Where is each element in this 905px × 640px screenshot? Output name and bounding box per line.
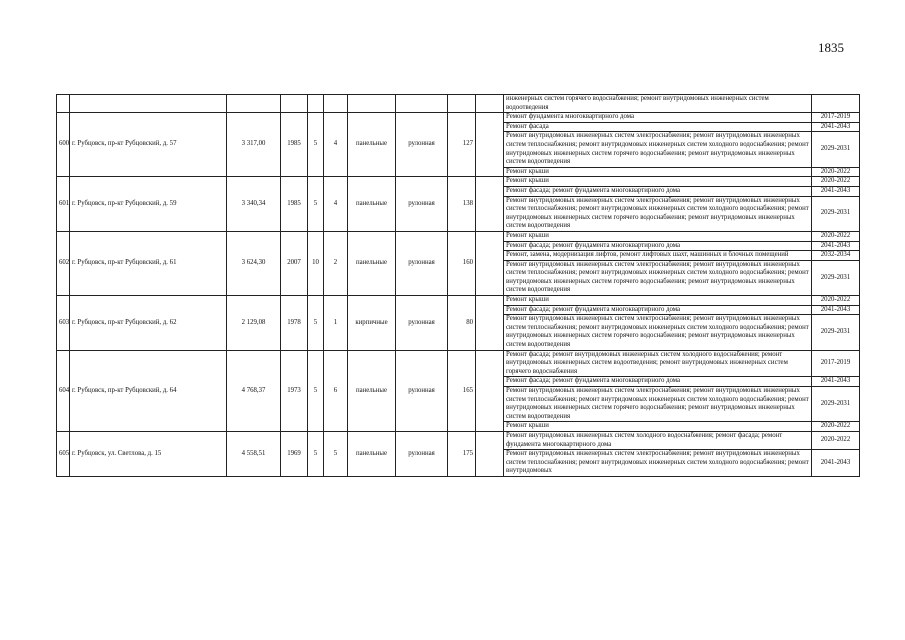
row-number bbox=[57, 95, 70, 113]
row-number: 600 bbox=[57, 113, 70, 177]
row-number: 603 bbox=[57, 296, 70, 351]
work-period: 2029-2031 bbox=[812, 260, 860, 295]
roof-cell: рулонная bbox=[396, 177, 448, 232]
entrances-cell: 5 bbox=[324, 431, 348, 476]
work-period: 2020-2022 bbox=[812, 431, 860, 449]
blank-cell bbox=[476, 431, 504, 476]
blank-cell bbox=[476, 95, 504, 113]
work-description: Ремонт, замена, модернизация лифтов, ремонт лифтовых шахт, машинных и блочных помещений bbox=[504, 251, 812, 261]
floors-cell: 5 bbox=[308, 350, 324, 431]
work-period: 2041-2043 bbox=[812, 377, 860, 387]
year-cell: 1985 bbox=[281, 113, 308, 177]
work-description: Ремонт внутридомовых инженерных систем электроснабжения; ремонт внутридомовых инженерных систем теплоснабжения; ремонт внутридомовых инженерных систем холодного водоснабжения; ремонт внутридомовых инженерных систем горячего водоснабжения; ремонт внутридомовых инженерных систем водоотведения bbox=[504, 196, 812, 231]
work-period: 2020-2022 bbox=[812, 167, 860, 177]
table-row bbox=[57, 177, 860, 187]
roof-cell: рулонная bbox=[396, 231, 448, 295]
entrances-cell: 2 bbox=[324, 231, 348, 295]
work-period: 2029-2031 bbox=[812, 132, 860, 167]
table-row bbox=[57, 350, 860, 377]
work-description: Ремонт внутридомовых инженерных систем электроснабжения; ремонт внутридомовых инженерных систем теплоснабжения; ремонт внутридомовых инженерных систем холодного водоснабжения; ремонт внутридомовых инженерных систем горячего водоснабжения; ремонт внутридомовых инженерных систем водоотведения bbox=[504, 132, 812, 167]
walls-cell: панельные bbox=[348, 431, 396, 476]
walls-cell: панельные bbox=[348, 113, 396, 177]
work-description: Ремонт крыши bbox=[504, 177, 812, 187]
blank-cell bbox=[476, 350, 504, 431]
work-description: Ремонт крыши bbox=[504, 422, 812, 432]
address-cell bbox=[70, 95, 227, 113]
entrances-cell: 4 bbox=[324, 177, 348, 232]
entrances-cell bbox=[324, 95, 348, 113]
address-cell: г. Рубцовск, пр-кт Рубцовский, д. 61 bbox=[70, 231, 227, 295]
address-cell: г. Рубцовск, ул. Светлова, д. 15 bbox=[70, 431, 227, 476]
work-description: Ремонт крыши bbox=[504, 296, 812, 306]
residents-cell: 138 bbox=[448, 177, 476, 232]
work-description: Ремонт внутридомовых инженерных систем электроснабжения; ремонт внутридомовых инженерных систем теплоснабжения; ремонт внутридомовых инженерных систем холодного водоснабжения; ремонт внутридомовых инженерных систем горячего водоснабжения; ремонт внутридомовых инженерных систем водоотведения bbox=[504, 315, 812, 350]
address-cell: г. Рубцовск, пр-кт Рубцовский, д. 57 bbox=[70, 113, 227, 177]
work-period: 2041-2043 bbox=[812, 122, 860, 132]
work-description: Ремонт фасада bbox=[504, 122, 812, 132]
table-row bbox=[57, 296, 860, 306]
walls-cell: кирпичные bbox=[348, 296, 396, 351]
work-period: 2020-2022 bbox=[812, 422, 860, 432]
area-cell: 3 317,00 bbox=[227, 113, 281, 177]
area-cell: 3 624,30 bbox=[227, 231, 281, 295]
blank-cell bbox=[476, 113, 504, 177]
work-period: 2029-2031 bbox=[812, 196, 860, 231]
work-description: Ремонт фасада; ремонт фундамента многоквартирного дома bbox=[504, 241, 812, 251]
work-description: инженерных систем горячего водоснабжения; ремонт внутридомовых инженерных систем водоотведения bbox=[504, 95, 812, 113]
work-period: 2041-2043 bbox=[812, 305, 860, 315]
roof-cell: рулонная bbox=[396, 296, 448, 351]
floors-cell: 5 bbox=[308, 177, 324, 232]
work-period: 2017-2019 bbox=[812, 113, 860, 123]
area-cell bbox=[227, 95, 281, 113]
floors-cell: 10 bbox=[308, 231, 324, 295]
work-description: Ремонт фасада; ремонт внутридомовых инженерных систем холодного водоснабжения; ремонт внутридомовых инженерных систем водоотведения; ремонт внутридомовых инженерных систем горячего водоснабжения bbox=[504, 350, 812, 377]
area-cell: 2 129,08 bbox=[227, 296, 281, 351]
work-description: Ремонт крыши bbox=[504, 167, 812, 177]
roof-cell: рулонная bbox=[396, 350, 448, 431]
table-row bbox=[57, 231, 860, 241]
page-number: 1835 bbox=[818, 40, 844, 55]
work-description: Ремонт крыши bbox=[504, 231, 812, 241]
residents-cell bbox=[448, 95, 476, 113]
floors-cell bbox=[308, 95, 324, 113]
work-description: Ремонт внутридомовых инженерных систем холодного водоснабжения; ремонт фасада; ремонт фундамента многоквартирного дома bbox=[504, 431, 812, 449]
work-period: 2017-2019 bbox=[812, 350, 860, 377]
area-cell: 3 340,34 bbox=[227, 177, 281, 232]
year-cell: 1973 bbox=[281, 350, 308, 431]
work-period: 2041-2043 bbox=[812, 186, 860, 196]
roof-cell: рулонная bbox=[396, 431, 448, 476]
row-number: 604 bbox=[57, 350, 70, 431]
residents-cell: 127 bbox=[448, 113, 476, 177]
residents-cell: 160 bbox=[448, 231, 476, 295]
work-description: Ремонт внутридомовых инженерных систем электроснабжения; ремонт внутридомовых инженерных систем теплоснабжения; ремонт внутридомовых инженерных систем холодного водоснабжения; ремонт внутридомовых инженерных систем горячего водоснабжения; ремонт внутридомовых инженерных систем водоотведения bbox=[504, 260, 812, 295]
table-row bbox=[57, 113, 860, 123]
floors-cell: 5 bbox=[308, 296, 324, 351]
table-row bbox=[57, 431, 860, 449]
residents-cell: 175 bbox=[448, 431, 476, 476]
work-period: 2020-2022 bbox=[812, 296, 860, 306]
residents-cell: 165 bbox=[448, 350, 476, 431]
year-cell: 2007 bbox=[281, 231, 308, 295]
address-cell: г. Рубцовск, пр-кт Рубцовский, д. 59 bbox=[70, 177, 227, 232]
year-cell bbox=[281, 95, 308, 113]
work-period: 2020-2022 bbox=[812, 177, 860, 187]
walls-cell: панельные bbox=[348, 177, 396, 232]
row-number: 605 bbox=[57, 431, 70, 476]
work-period: 2020-2022 bbox=[812, 231, 860, 241]
entrances-cell: 4 bbox=[324, 113, 348, 177]
work-period: 2041-2043 bbox=[812, 450, 860, 477]
table-row bbox=[57, 95, 860, 113]
work-description: Ремонт внутридомовых инженерных систем электроснабжения; ремонт внутридомовых инженерных систем теплоснабжения; ремонт внутридомовых инженерных систем холодного водоснабжения; ремонт внутридомовых bbox=[504, 450, 812, 477]
address-cell: г. Рубцовск, пр-кт Рубцовский, д. 64 bbox=[70, 350, 227, 431]
blank-cell bbox=[476, 296, 504, 351]
work-period bbox=[812, 95, 860, 113]
row-number: 601 bbox=[57, 177, 70, 232]
roof-cell bbox=[396, 95, 448, 113]
residents-cell: 80 bbox=[448, 296, 476, 351]
area-cell: 4 768,37 bbox=[227, 350, 281, 431]
work-description: Ремонт фасада; ремонт фундамента многоквартирного дома bbox=[504, 305, 812, 315]
work-period: 2032-2034 bbox=[812, 251, 860, 261]
floors-cell: 5 bbox=[308, 113, 324, 177]
address-cell: г. Рубцовск, пр-кт Рубцовский, д. 62 bbox=[70, 296, 227, 351]
work-description: Ремонт фундамента многоквартирного дома bbox=[504, 113, 812, 123]
year-cell: 1978 bbox=[281, 296, 308, 351]
blank-cell bbox=[476, 231, 504, 295]
work-description: Ремонт внутридомовых инженерных систем электроснабжения; ремонт внутридомовых инженерных систем теплоснабжения; ремонт внутридомовых инженерных систем холодного водоснабжения; ремонт внутридомовых инженерных систем горячего водоснабжения; ремонт внутридомовых инженерных систем водоотведения bbox=[504, 387, 812, 422]
work-period: 2041-2043 bbox=[812, 241, 860, 251]
entrances-cell: 1 bbox=[324, 296, 348, 351]
work-description: Ремонт фасада; ремонт фундамента многоквартирного дома bbox=[504, 377, 812, 387]
work-period: 2029-2031 bbox=[812, 315, 860, 350]
blank-cell bbox=[476, 177, 504, 232]
floors-cell: 5 bbox=[308, 431, 324, 476]
work-description: Ремонт фасада; ремонт фундамента многоквартирного дома bbox=[504, 186, 812, 196]
roof-cell: рулонная bbox=[396, 113, 448, 177]
walls-cell bbox=[348, 95, 396, 113]
row-number: 602 bbox=[57, 231, 70, 295]
year-cell: 1985 bbox=[281, 177, 308, 232]
entrances-cell: 6 bbox=[324, 350, 348, 431]
walls-cell: панельные bbox=[348, 350, 396, 431]
area-cell: 4 558,51 bbox=[227, 431, 281, 476]
register-table-body bbox=[57, 95, 860, 477]
walls-cell: панельные bbox=[348, 231, 396, 295]
year-cell: 1969 bbox=[281, 431, 308, 476]
work-period: 2029-2031 bbox=[812, 387, 860, 422]
register-table bbox=[56, 94, 860, 477]
